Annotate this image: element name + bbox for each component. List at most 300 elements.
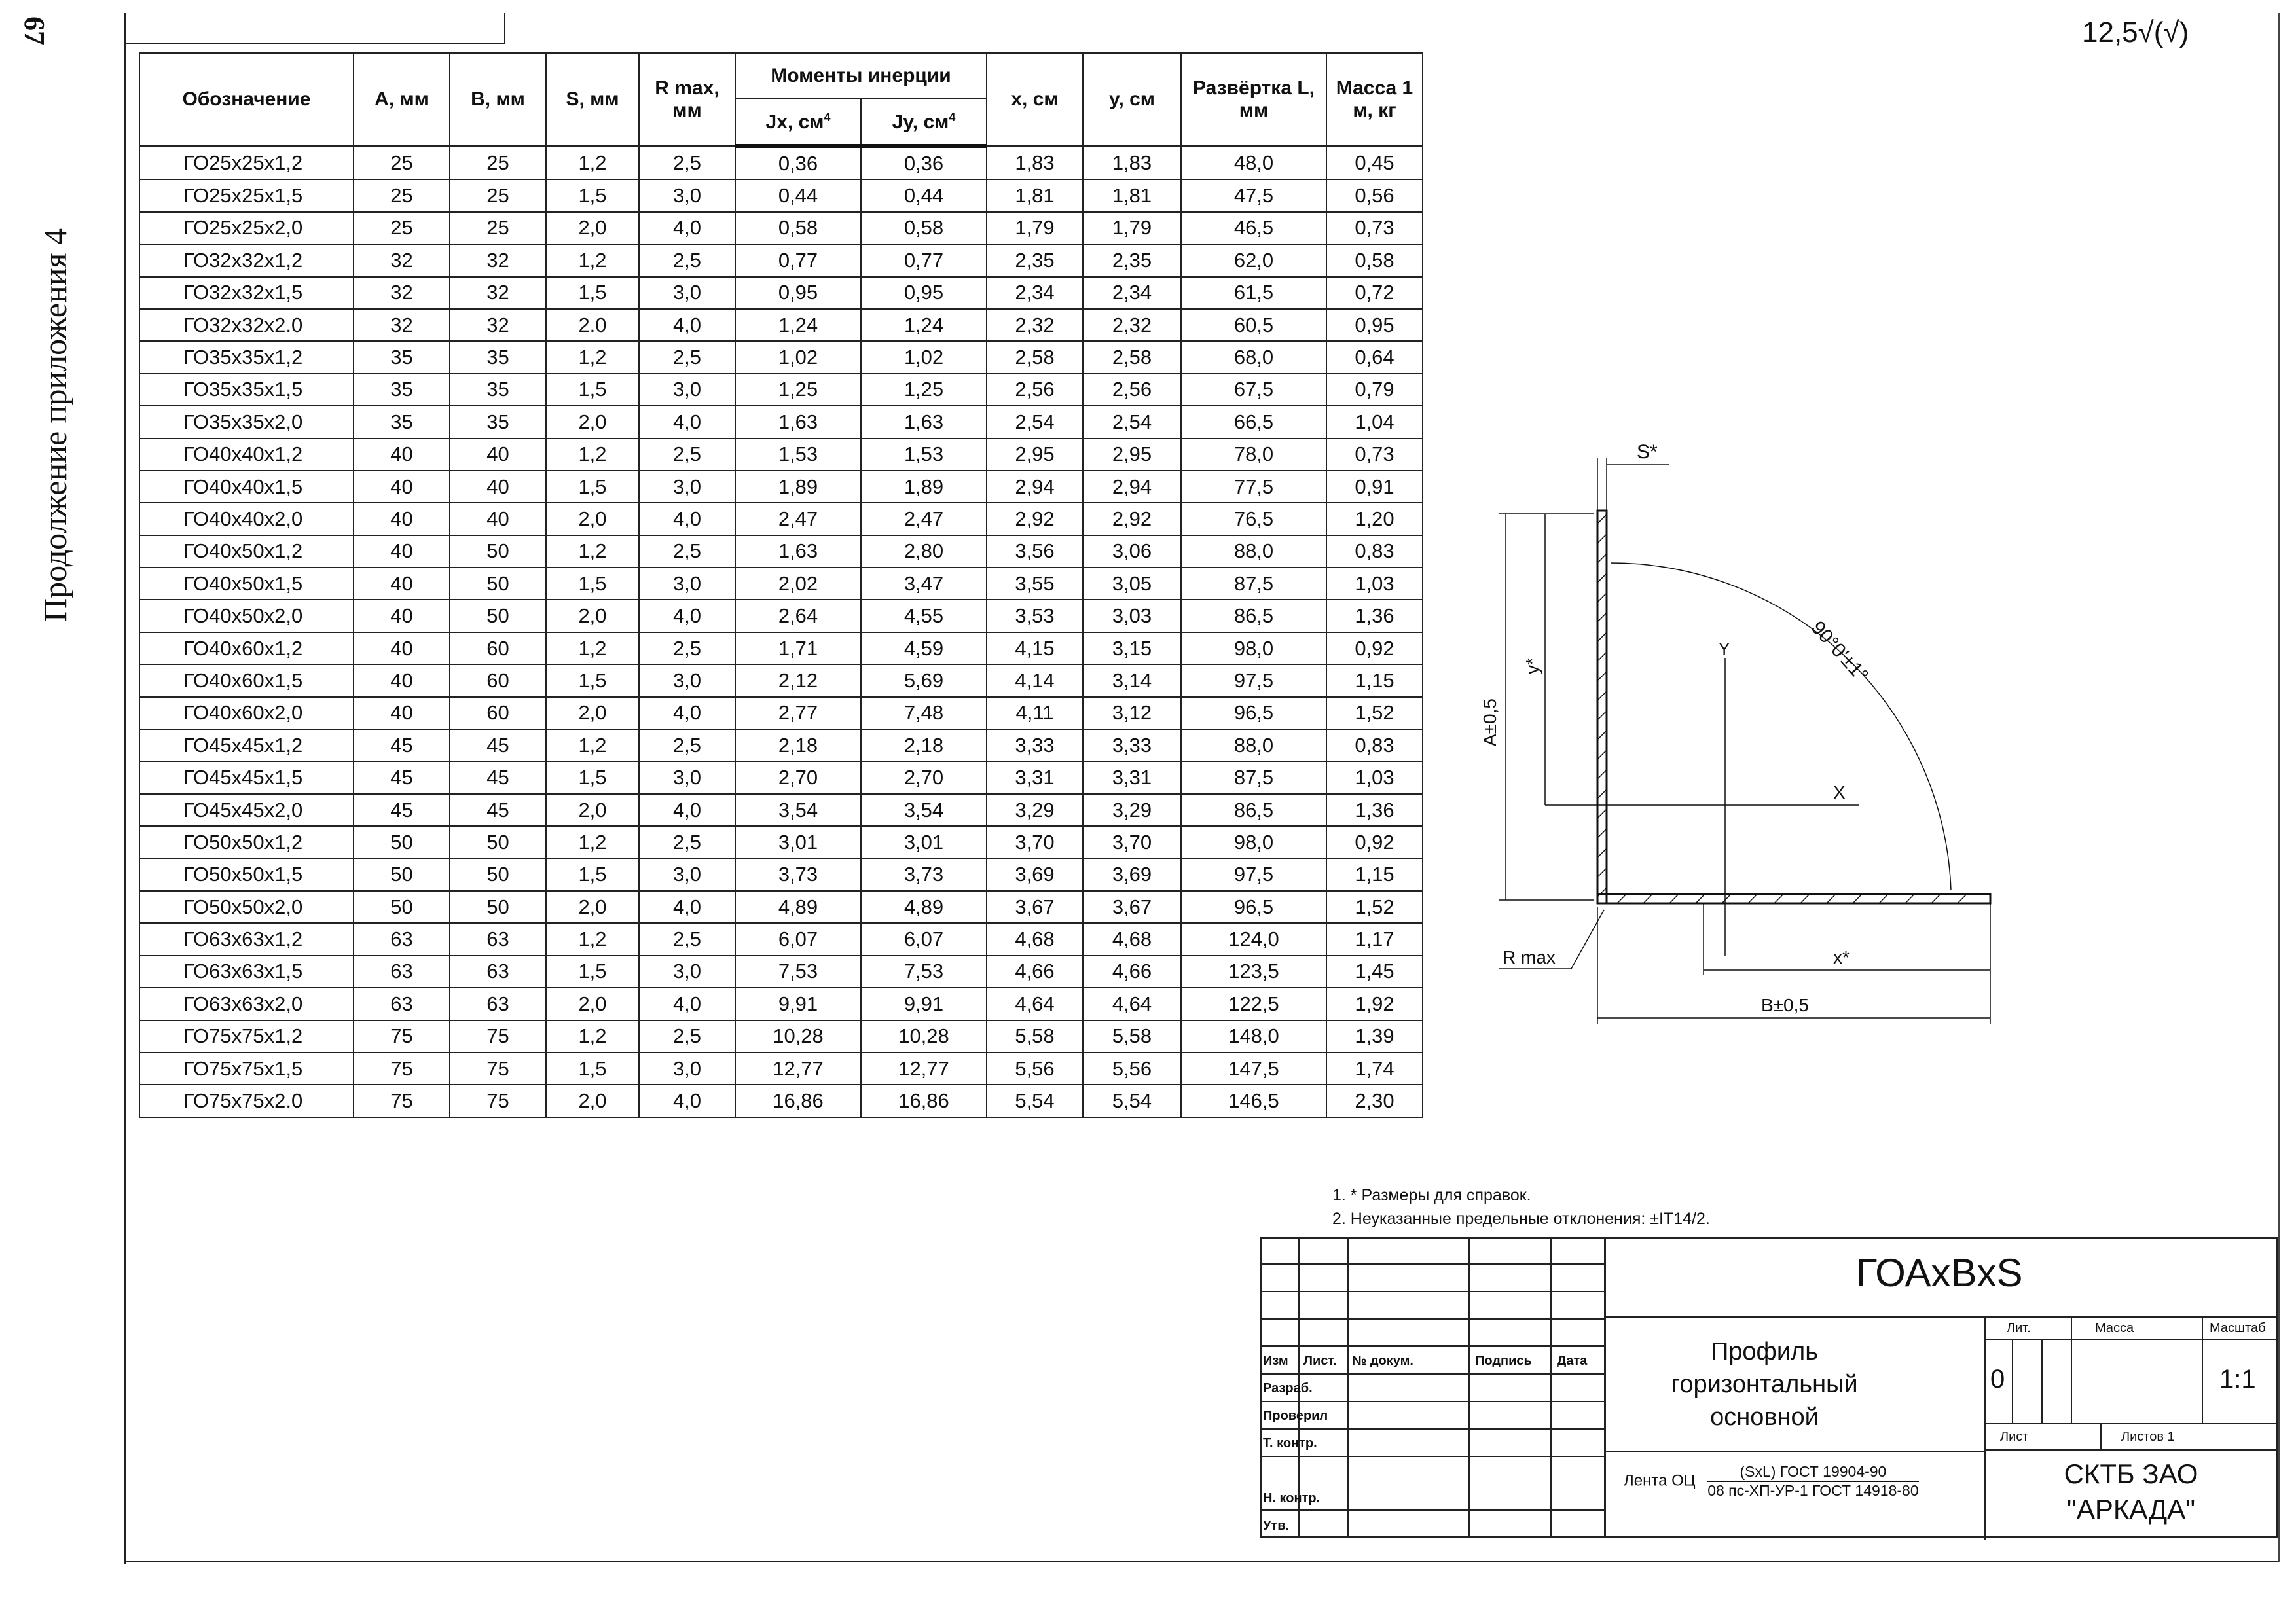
cell-name: ГО40x50x1,5 [139, 568, 354, 600]
cell-x: 3,67 [987, 891, 1083, 923]
page-number: 67 [18, 16, 50, 45]
cell-b: 50 [450, 600, 546, 632]
label-razrab: Разраб. [1263, 1381, 1313, 1396]
cell-mass: 0,83 [1326, 535, 1423, 568]
cell-mass: 0,45 [1326, 146, 1423, 179]
cell-s: 1,2 [546, 826, 639, 858]
cell-jx: 0,36 [735, 146, 861, 179]
cell-mass: 1,04 [1326, 406, 1423, 438]
label-date: Дата [1557, 1354, 1588, 1368]
cell-jx: 0,44 [735, 179, 861, 211]
x-axis-label: X [1833, 782, 1846, 803]
cell-s: 2,0 [546, 1085, 639, 1117]
cell-mass: 1,45 [1326, 956, 1423, 988]
cell-s: 1,2 [546, 341, 639, 373]
cell-a: 50 [354, 859, 450, 891]
cell-jy: 7,53 [861, 956, 987, 988]
cell-jx: 1,24 [735, 309, 861, 341]
cell-jx: 2,70 [735, 761, 861, 793]
cell-y: 3,70 [1083, 826, 1181, 858]
drawing-notes [1332, 1183, 1710, 1231]
cell-length: 147,5 [1181, 1053, 1326, 1085]
cell-jx: 2,77 [735, 697, 861, 729]
header-a: А, мм [354, 53, 450, 146]
cell-a: 32 [354, 309, 450, 341]
frame-left-border [124, 13, 126, 1564]
cell-s: 2,0 [546, 503, 639, 535]
cell-rmax: 4,0 [639, 309, 735, 341]
cell-s: 1,5 [546, 568, 639, 600]
cell-jy: 2,70 [861, 761, 987, 793]
cell-jy: 16,86 [861, 1085, 987, 1117]
cell-y: 2,34 [1083, 277, 1181, 309]
cell-jy: 2,47 [861, 503, 987, 535]
table-row [139, 956, 1423, 988]
cell-jy: 1,25 [861, 374, 987, 406]
cell-y: 3,67 [1083, 891, 1181, 923]
cell-b: 25 [450, 212, 546, 244]
cell-s: 1,5 [546, 1053, 639, 1085]
label-doc: № докум. [1352, 1354, 1413, 1368]
header-x: x, см [987, 53, 1083, 146]
cell-x: 3,33 [987, 729, 1083, 761]
cell-a: 35 [354, 406, 450, 438]
label-izm: Изм [1263, 1354, 1288, 1368]
cell-jx: 1,25 [735, 374, 861, 406]
cell-rmax: 4,0 [639, 988, 735, 1020]
cell-jx: 7,53 [735, 956, 861, 988]
cell-name: ГО40x60x1,2 [139, 632, 354, 664]
cell-jx: 1,63 [735, 535, 861, 568]
cell-a: 63 [354, 923, 450, 955]
cell-jx: 1,71 [735, 632, 861, 664]
cell-x: 2,95 [987, 439, 1083, 471]
cell-mass: 0,64 [1326, 341, 1423, 373]
cell-jx: 1,89 [735, 471, 861, 503]
cell-b: 35 [450, 341, 546, 373]
header-length: Развёртка L, мм [1181, 53, 1326, 146]
cell-rmax: 2,5 [639, 535, 735, 568]
cell-length: 60,5 [1181, 309, 1326, 341]
cell-a: 40 [354, 535, 450, 568]
b-dim-label: B±0,5 [1761, 995, 1809, 1015]
cell-x: 4,11 [987, 697, 1083, 729]
cell-b: 50 [450, 535, 546, 568]
cell-x: 5,56 [987, 1053, 1083, 1085]
cell-jy: 4,89 [861, 891, 987, 923]
cell-a: 45 [354, 761, 450, 793]
cell-mass: 0,72 [1326, 277, 1423, 309]
cell-jx: 16,86 [735, 1085, 861, 1117]
cell-b: 75 [450, 1085, 546, 1117]
rmax-label: R max [1503, 947, 1556, 967]
table-row [139, 891, 1423, 923]
cell-x: 2,92 [987, 503, 1083, 535]
cell-b: 50 [450, 826, 546, 858]
cell-a: 40 [354, 632, 450, 664]
cell-x: 3,69 [987, 859, 1083, 891]
cell-b: 45 [450, 729, 546, 761]
cell-a: 50 [354, 891, 450, 923]
cell-b: 75 [450, 1053, 546, 1085]
table-row [139, 859, 1423, 891]
cell-s: 1,5 [546, 664, 639, 696]
cell-mass: 0,95 [1326, 309, 1423, 341]
cell-y: 5,58 [1083, 1020, 1181, 1053]
cell-length: 124,0 [1181, 923, 1326, 955]
cell-b: 25 [450, 179, 546, 211]
cell-y: 3,03 [1083, 600, 1181, 632]
cell-length: 87,5 [1181, 761, 1326, 793]
cell-name: ГО25x25x2,0 [139, 212, 354, 244]
cell-b: 50 [450, 568, 546, 600]
cell-mass: 1,03 [1326, 761, 1423, 793]
cell-jx: 2,47 [735, 503, 861, 535]
cell-s: 1,5 [546, 179, 639, 211]
cell-y: 1,81 [1083, 179, 1181, 211]
cell-b: 45 [450, 794, 546, 826]
cell-jy: 0,95 [861, 277, 987, 309]
header-s: S, мм [546, 53, 639, 146]
cell-length: 77,5 [1181, 471, 1326, 503]
cell-length: 46,5 [1181, 212, 1326, 244]
cell-name: ГО40x40x2,0 [139, 503, 354, 535]
cell-rmax: 2,5 [639, 146, 735, 179]
label-lit: Лит. [2007, 1321, 2031, 1335]
cell-length: 146,5 [1181, 1085, 1326, 1117]
cell-y: 2,35 [1083, 244, 1181, 276]
table-row [139, 664, 1423, 696]
cell-rmax: 3,0 [639, 859, 735, 891]
cell-rmax: 4,0 [639, 503, 735, 535]
cell-length: 96,5 [1181, 891, 1326, 923]
horizontal-hatch [1617, 894, 1967, 903]
cell-a: 35 [354, 341, 450, 373]
frame-bottom-border [124, 1561, 2278, 1562]
cell-b: 75 [450, 1020, 546, 1053]
cell-mass: 0,73 [1326, 212, 1423, 244]
cell-x: 3,29 [987, 794, 1083, 826]
header-mass: Масса 1 м, кг [1326, 53, 1423, 146]
cell-mass: 2,30 [1326, 1085, 1423, 1117]
cell-jx: 2,02 [735, 568, 861, 600]
cell-jy: 2,80 [861, 535, 987, 568]
table-row [139, 761, 1423, 793]
cell-name: ГО63x63x1,5 [139, 956, 354, 988]
cell-length: 98,0 [1181, 632, 1326, 664]
cell-y: 3,31 [1083, 761, 1181, 793]
cell-length: 67,5 [1181, 374, 1326, 406]
cell-s: 1,2 [546, 439, 639, 471]
cell-length: 97,5 [1181, 859, 1326, 891]
title-block [1260, 1237, 2278, 1538]
cell-length: 61,5 [1181, 277, 1326, 309]
cell-b: 35 [450, 406, 546, 438]
cell-jy: 9,91 [861, 988, 987, 1020]
cell-a: 40 [354, 439, 450, 471]
cell-length: 88,0 [1181, 535, 1326, 568]
cell-jy: 10,28 [861, 1020, 987, 1053]
cell-length: 88,0 [1181, 729, 1326, 761]
table-row [139, 277, 1423, 309]
cell-a: 63 [354, 956, 450, 988]
cell-x: 2,94 [987, 471, 1083, 503]
cell-name: ГО40x40x1,2 [139, 439, 354, 471]
cell-a: 25 [354, 179, 450, 211]
table-row [139, 568, 1423, 600]
cell-mass: 1,92 [1326, 988, 1423, 1020]
cell-x: 3,31 [987, 761, 1083, 793]
cell-b: 60 [450, 664, 546, 696]
cell-b: 63 [450, 988, 546, 1020]
cell-jx: 4,89 [735, 891, 861, 923]
label-listov: Листов 1 [2121, 1430, 2175, 1444]
cell-rmax: 3,0 [639, 179, 735, 211]
cell-jy: 4,59 [861, 632, 987, 664]
cell-jx: 1,02 [735, 341, 861, 373]
cell-jx: 9,91 [735, 988, 861, 1020]
cell-mass: 1,15 [1326, 664, 1423, 696]
cell-b: 40 [450, 471, 546, 503]
header-rmax: R max, мм [639, 53, 735, 146]
cell-mass: 0,58 [1326, 244, 1423, 276]
cell-rmax: 3,0 [639, 471, 735, 503]
cell-name: ГО63x63x2,0 [139, 988, 354, 1020]
cell-mass: 1,52 [1326, 697, 1423, 729]
cell-jx: 2,64 [735, 600, 861, 632]
cell-mass: 0,83 [1326, 729, 1423, 761]
cell-rmax: 4,0 [639, 891, 735, 923]
cell-b: 50 [450, 859, 546, 891]
cell-name: ГО40x60x1,5 [139, 664, 354, 696]
cell-s: 2,0 [546, 697, 639, 729]
cell-x: 2,58 [987, 341, 1083, 373]
cell-jy: 0,77 [861, 244, 987, 276]
cell-y: 2,94 [1083, 471, 1181, 503]
cell-rmax: 2,5 [639, 632, 735, 664]
cell-x: 4,15 [987, 632, 1083, 664]
vertical-flange [1597, 511, 1607, 903]
cell-mass: 0,56 [1326, 179, 1423, 211]
cell-a: 40 [354, 664, 450, 696]
cell-b: 60 [450, 632, 546, 664]
cell-mass: 1,52 [1326, 891, 1423, 923]
cell-rmax: 4,0 [639, 794, 735, 826]
cell-jy: 7,48 [861, 697, 987, 729]
cell-x: 3,70 [987, 826, 1083, 858]
note-1: 1. * Размеры для справок. [1332, 1186, 1531, 1204]
cell-length: 86,5 [1181, 794, 1326, 826]
cell-x: 1,83 [987, 146, 1083, 179]
cell-y: 4,64 [1083, 988, 1181, 1020]
cell-jy: 1,02 [861, 341, 987, 373]
cell-y: 2,92 [1083, 503, 1181, 535]
cell-rmax: 3,0 [639, 664, 735, 696]
cell-jy: 12,77 [861, 1053, 987, 1085]
cell-b: 40 [450, 503, 546, 535]
vertical-hatch [1597, 514, 1607, 897]
cell-s: 2.0 [546, 309, 639, 341]
table-row [139, 729, 1423, 761]
cell-jx: 2,12 [735, 664, 861, 696]
cell-s: 2,0 [546, 988, 639, 1020]
cell-mass: 1,20 [1326, 503, 1423, 535]
cell-s: 1,2 [546, 146, 639, 179]
cell-rmax: 3,0 [639, 568, 735, 600]
cell-length: 76,5 [1181, 503, 1326, 535]
profile-drawing [1480, 432, 2030, 1041]
label-proveril: Проверил [1263, 1409, 1328, 1423]
cell-b: 45 [450, 761, 546, 793]
scale-value: 1:1 [2219, 1365, 2256, 1394]
cell-y: 2,95 [1083, 439, 1181, 471]
cell-s: 1,2 [546, 1020, 639, 1053]
header-jy: Jy, $см^4$ [861, 99, 987, 146]
cell-x: 2,34 [987, 277, 1083, 309]
cell-b: 35 [450, 374, 546, 406]
cell-y: 2,32 [1083, 309, 1181, 341]
table-row [139, 1053, 1423, 1085]
cell-s: 1,2 [546, 632, 639, 664]
cell-mass: 1,74 [1326, 1053, 1423, 1085]
cell-jx: 0,58 [735, 212, 861, 244]
label-utv: Утв. [1263, 1519, 1290, 1533]
cell-jx: 3,54 [735, 794, 861, 826]
cell-a: 45 [354, 794, 450, 826]
cell-jy: 6,07 [861, 923, 987, 955]
cell-s: 2,0 [546, 600, 639, 632]
cell-a: 40 [354, 503, 450, 535]
cell-x: 4,64 [987, 988, 1083, 1020]
table-row [139, 1020, 1423, 1053]
table-row [139, 179, 1423, 211]
cell-length: 78,0 [1181, 439, 1326, 471]
cell-x: 2,32 [987, 309, 1083, 341]
cell-y: 2,54 [1083, 406, 1181, 438]
cell-jy: 3,47 [861, 568, 987, 600]
cell-mass: 0,91 [1326, 471, 1423, 503]
cell-a: 75 [354, 1053, 450, 1085]
table-row [139, 146, 1423, 179]
cell-name: ГО32x32x2.0 [139, 309, 354, 341]
cell-length: 97,5 [1181, 664, 1326, 696]
cell-x: 3,53 [987, 600, 1083, 632]
cell-y: 2,58 [1083, 341, 1181, 373]
cell-x: 5,54 [987, 1085, 1083, 1117]
header-y: y, см [1083, 53, 1181, 146]
cell-s: 2,0 [546, 406, 639, 438]
cell-mass: 0,73 [1326, 439, 1423, 471]
cell-s: 2,0 [546, 891, 639, 923]
cell-x: 3,55 [987, 568, 1083, 600]
cell-rmax: 2,5 [639, 439, 735, 471]
cell-rmax: 2,5 [639, 923, 735, 955]
cell-a: 40 [354, 600, 450, 632]
drawing-code: ГОАxВxS [1856, 1251, 2023, 1295]
table-row [139, 503, 1423, 535]
cell-mass: 0,92 [1326, 826, 1423, 858]
cell-y: 3,15 [1083, 632, 1181, 664]
cell-name: ГО32x32x1,5 [139, 277, 354, 309]
cell-s: 1,2 [546, 729, 639, 761]
cell-a: 35 [354, 374, 450, 406]
cell-b: 32 [450, 277, 546, 309]
cell-mass: 1,03 [1326, 568, 1423, 600]
cell-b: 32 [450, 309, 546, 341]
cell-jx: 0,77 [735, 244, 861, 276]
cell-rmax: 2,5 [639, 729, 735, 761]
cell-mass: 1,15 [1326, 859, 1423, 891]
cell-a: 63 [354, 988, 450, 1020]
cell-rmax: 3,0 [639, 277, 735, 309]
cell-length: 48,0 [1181, 146, 1326, 179]
cell-name: ГО45x45x1,2 [139, 729, 354, 761]
cell-name: ГО75x75x2.0 [139, 1085, 354, 1117]
cell-rmax: 3,0 [639, 761, 735, 793]
cell-rmax: 3,0 [639, 956, 735, 988]
cell-y: 5,54 [1083, 1085, 1181, 1117]
table-row [139, 697, 1423, 729]
cell-length: 122,5 [1181, 988, 1326, 1020]
cell-jx: 12,77 [735, 1053, 861, 1085]
cell-length: 68,0 [1181, 341, 1326, 373]
cell-y: 3,29 [1083, 794, 1181, 826]
cell-b: 50 [450, 891, 546, 923]
y-axis-label: Y [1719, 639, 1730, 659]
cell-name: ГО35x35x1,2 [139, 341, 354, 373]
cell-y: 3,12 [1083, 697, 1181, 729]
cell-jy: 5,69 [861, 664, 987, 696]
cell-a: 40 [354, 568, 450, 600]
cell-y: 2,56 [1083, 374, 1181, 406]
cell-jx: 10,28 [735, 1020, 861, 1053]
cell-y: 1,83 [1083, 146, 1181, 179]
table-row [139, 988, 1423, 1020]
table-row [139, 632, 1423, 664]
cell-rmax: 2,5 [639, 341, 735, 373]
cell-name: ГО25x25x1,2 [139, 146, 354, 179]
cell-jy: 0,58 [861, 212, 987, 244]
cell-name: ГО35x35x1,5 [139, 374, 354, 406]
cell-jy: 0,36 [861, 146, 987, 179]
cell-length: 86,5 [1181, 600, 1326, 632]
cell-length: 98,0 [1181, 826, 1326, 858]
label-masshtab: Масштаб [2210, 1321, 2266, 1335]
cell-x: 1,79 [987, 212, 1083, 244]
header-name: Обозначение [139, 53, 354, 146]
cell-b: 25 [450, 146, 546, 179]
table-row [139, 341, 1423, 373]
label-list2: Лист [2000, 1430, 2029, 1444]
cell-x: 5,58 [987, 1020, 1083, 1053]
header-jx: Jx, $см^4$ [735, 99, 861, 146]
cell-b: 63 [450, 923, 546, 955]
cell-rmax: 4,0 [639, 600, 735, 632]
appendix-caption: Продолжение приложения 4 [37, 228, 73, 622]
table-row [139, 374, 1423, 406]
cell-b: 32 [450, 244, 546, 276]
cell-s: 2,0 [546, 794, 639, 826]
header-moments: Моменты инерции [735, 53, 987, 99]
cell-length: 87,5 [1181, 568, 1326, 600]
cell-x: 2,54 [987, 406, 1083, 438]
table-row [139, 1085, 1423, 1117]
table-row [139, 244, 1423, 276]
note-2: 2. Неуказанные предельные отклонения: ±IT14/2. [1332, 1210, 1710, 1228]
cell-a: 25 [354, 212, 450, 244]
table-row [139, 439, 1423, 471]
label-massa: Масса [2095, 1321, 2134, 1335]
